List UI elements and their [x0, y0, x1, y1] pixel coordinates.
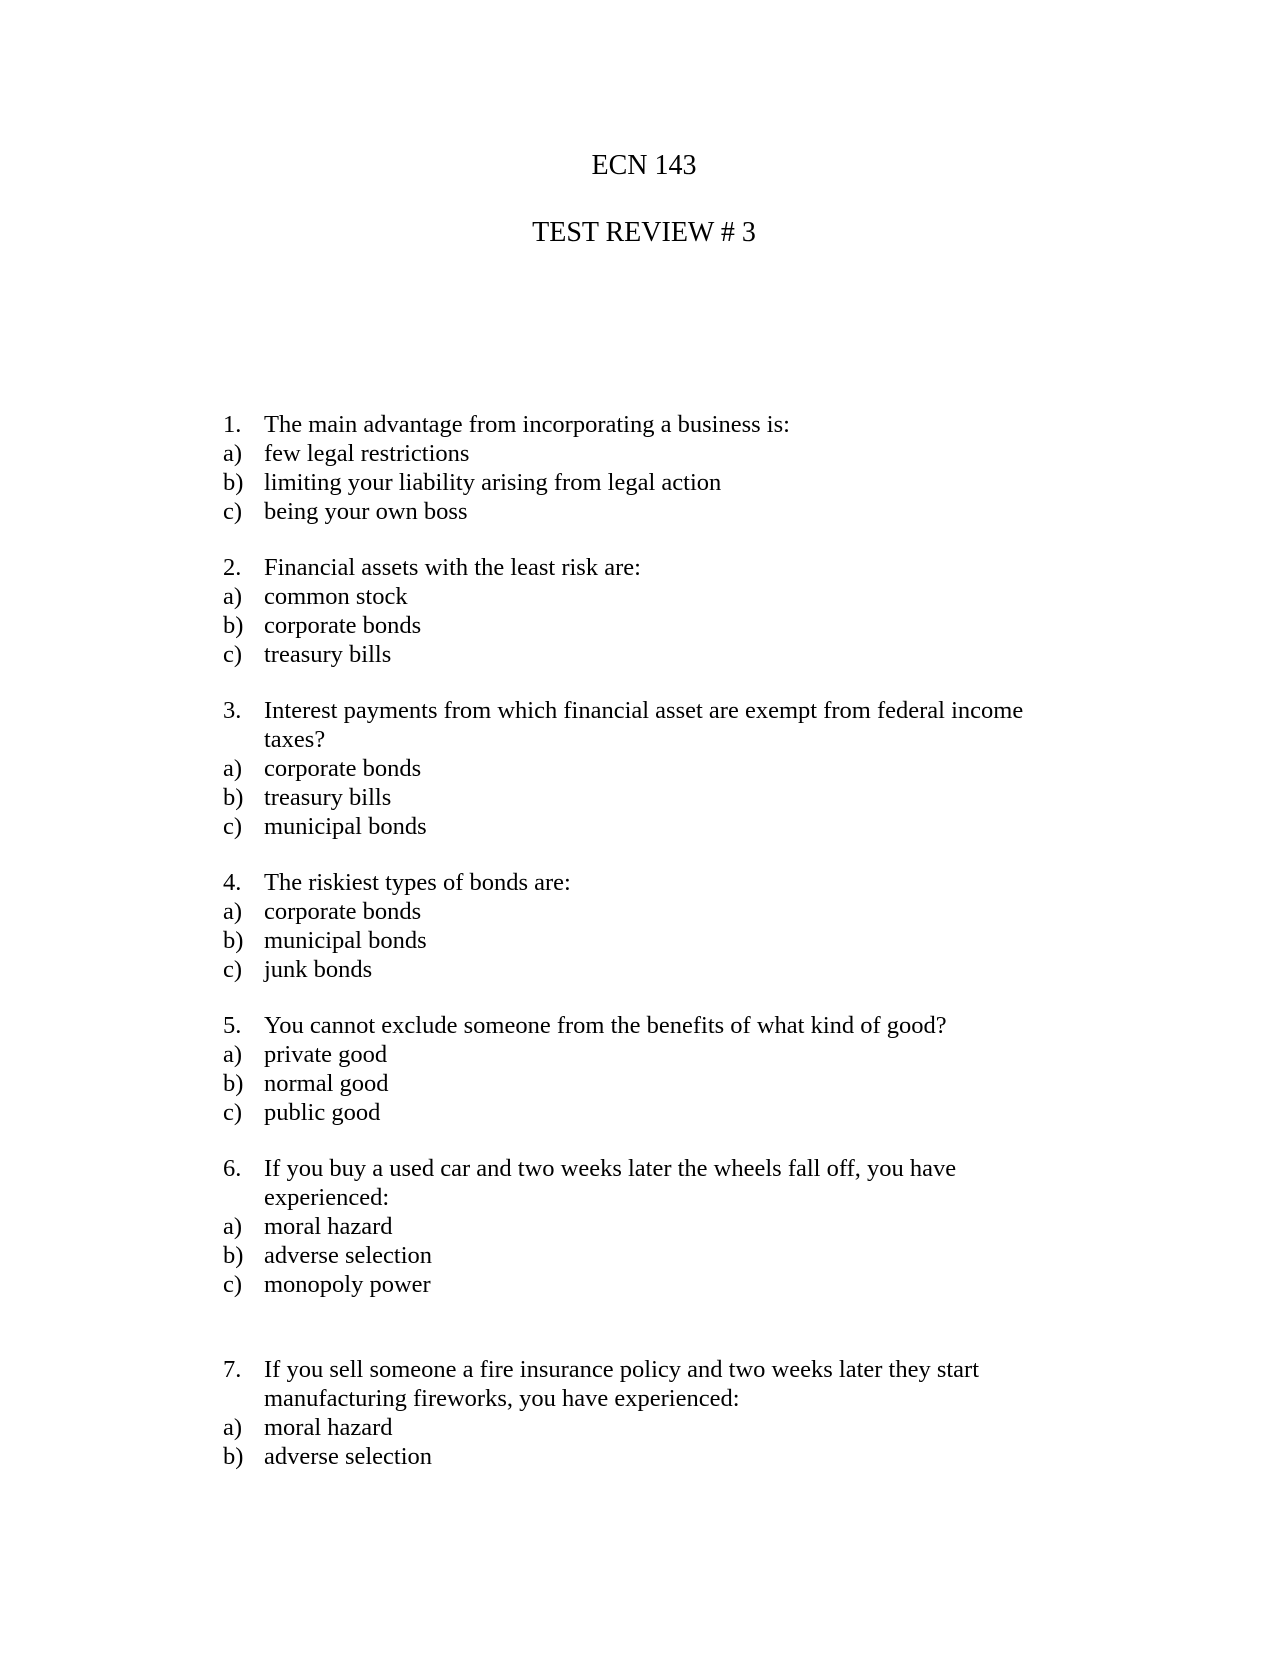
option-letter: c) [223, 498, 243, 525]
answer-option [223, 1270, 1083, 1299]
question-prompt: You cannot exclude someone from the benefits of what kind of good? [264, 1012, 947, 1039]
option-text: moral hazard [264, 1414, 393, 1441]
option-letter: b) [223, 784, 244, 811]
option-text: junk bonds [264, 956, 373, 983]
question-prompt-row [223, 1011, 1083, 1040]
answer-option [223, 1212, 1083, 1241]
option-letter: a) [223, 1414, 243, 1441]
question-prompt: If you sell someone a fire insurance policy and two weeks later they start manufacturing fireworks, you have experienced: [264, 1356, 980, 1412]
option-letter: a) [223, 440, 243, 467]
option-text: private good [264, 1041, 388, 1068]
question-prompt-row [223, 553, 1083, 582]
question-6 [223, 1154, 1083, 1299]
question-prompt-row [223, 696, 1083, 754]
question-prompt-row [223, 1355, 1083, 1413]
answer-option [223, 1413, 1083, 1442]
answer-option [223, 897, 1083, 926]
option-text: municipal bonds [264, 927, 427, 954]
option-text: public good [264, 1099, 381, 1126]
question-number: 1. [223, 411, 242, 438]
option-text: being your own boss [264, 498, 468, 525]
option-letter: a) [223, 583, 243, 610]
answer-option [223, 754, 1083, 783]
option-letter: c) [223, 1099, 243, 1126]
answer-option [223, 611, 1083, 640]
question-prompt: The main advantage from incorporating a business is: [264, 411, 790, 438]
question-number: 4. [223, 869, 242, 896]
question-prompt: The riskiest types of bonds are: [264, 869, 571, 896]
question-list [223, 410, 1083, 1471]
question-prompt-row [223, 868, 1083, 897]
option-text: treasury bills [264, 641, 392, 668]
option-letter: c) [223, 1271, 243, 1298]
answer-option [223, 1442, 1083, 1471]
option-text: corporate bonds [264, 612, 422, 639]
answer-option [223, 783, 1083, 812]
option-text: moral hazard [264, 1213, 393, 1240]
option-letter: b) [223, 1443, 244, 1470]
question-7 [223, 1355, 1083, 1471]
option-text: few legal restrictions [264, 440, 470, 467]
option-letter: b) [223, 1242, 244, 1269]
option-text: treasury bills [264, 784, 392, 811]
option-letter: c) [223, 956, 243, 983]
question-prompt-row [223, 410, 1083, 439]
option-letter: a) [223, 755, 243, 782]
question-2 [223, 553, 1083, 669]
question-number: 7. [223, 1356, 242, 1383]
option-letter: b) [223, 612, 244, 639]
option-letter: a) [223, 898, 243, 925]
question-prompt: If you buy a used car and two weeks later the wheels fall off, you have experienced: [264, 1155, 957, 1211]
answer-option [223, 926, 1083, 955]
option-text: adverse selection [264, 1242, 433, 1269]
option-text: corporate bonds [264, 898, 422, 925]
question-number: 2. [223, 554, 242, 581]
answer-option [223, 439, 1083, 468]
option-text: monopoly power [264, 1271, 431, 1298]
option-letter: b) [223, 1070, 244, 1097]
option-text: municipal bonds [264, 813, 427, 840]
option-letter: b) [223, 469, 244, 496]
question-prompt-row [223, 1154, 1083, 1212]
option-text: normal good [264, 1070, 389, 1097]
question-number: 5. [223, 1012, 242, 1039]
question-4 [223, 868, 1083, 984]
answer-option [223, 1040, 1083, 1069]
answer-option [223, 468, 1083, 497]
option-text: corporate bonds [264, 755, 422, 782]
question-3 [223, 696, 1083, 841]
option-text: common stock [264, 583, 408, 610]
question-1 [223, 410, 1083, 526]
answer-option [223, 497, 1083, 526]
option-text: adverse selection [264, 1443, 433, 1470]
option-letter: a) [223, 1213, 243, 1240]
answer-option [223, 1241, 1083, 1270]
question-prompt: Interest payments from which financial asset are exempt from federal income taxes? [264, 697, 1024, 753]
option-letter: b) [223, 927, 244, 954]
question-prompt: Financial assets with the least risk are: [264, 554, 641, 581]
answer-option [223, 582, 1083, 611]
answer-option [223, 955, 1083, 984]
answer-option [223, 1098, 1083, 1127]
answer-option [223, 640, 1083, 669]
answer-option [223, 1069, 1083, 1098]
option-letter: c) [223, 813, 243, 840]
question-number: 3. [223, 697, 242, 724]
document-title: TEST REVIEW # 3 [532, 217, 756, 248]
option-text: limiting your liability arising from legal action [264, 469, 722, 496]
question-number: 6. [223, 1155, 242, 1182]
option-letter: c) [223, 641, 243, 668]
option-letter: a) [223, 1041, 243, 1068]
course-code: ECN 143 [591, 150, 697, 181]
answer-option [223, 812, 1083, 841]
question-5 [223, 1011, 1083, 1127]
